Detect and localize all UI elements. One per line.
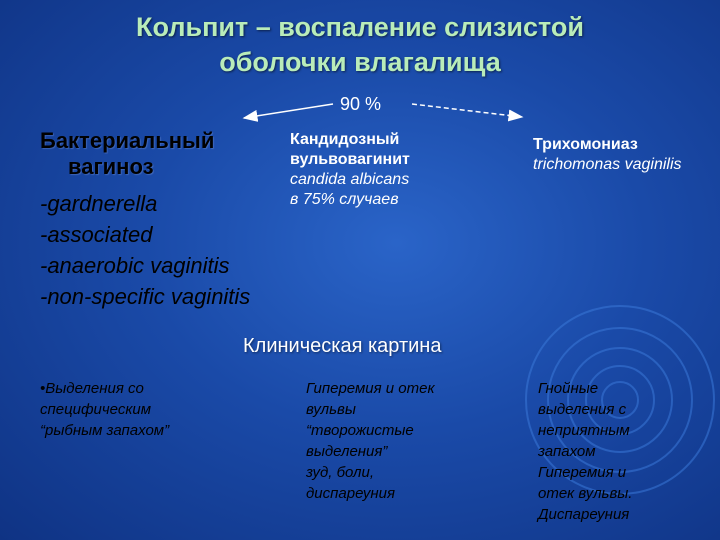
trichomonas-block <box>533 135 682 175</box>
list-item: -anaerobic vaginitis <box>40 253 230 278</box>
text-line: вульвы <box>306 401 356 418</box>
text-line: Диспареуния <box>538 506 630 523</box>
text-line: неприятным <box>538 422 630 439</box>
trichomonas-title: Трихомониаз <box>533 136 638 153</box>
text-line: выделения” <box>306 443 388 460</box>
text-line: специфическим <box>40 401 152 418</box>
text-line: “творожистые <box>306 422 414 439</box>
candida-latin: candida albicans <box>290 171 410 188</box>
text-line: зуд, боли, <box>306 464 375 481</box>
list-item: -gardnerella <box>40 191 158 216</box>
candida-title-line-1: Кандидозный <box>290 131 400 148</box>
slide-title-line-2: оболочки влагалища <box>219 47 501 77</box>
candida-block <box>290 130 410 210</box>
bacterial-title-line-2: вагиноз <box>68 154 154 179</box>
text-line: “рыбным запахом” <box>40 422 170 439</box>
text-line: запахом <box>538 443 596 460</box>
bacterial-vaginosis-title <box>40 128 214 180</box>
text-line: отек вульвы. <box>538 485 633 502</box>
slide-title-line-1: Кольпит – воспаление слизистой <box>136 12 584 42</box>
trichomonas-latin: trichomonas vaginilis <box>533 156 682 173</box>
percent-label: 90 % <box>340 94 382 114</box>
text-line: Гнойные <box>538 380 599 397</box>
text-line: выделения с <box>538 401 627 418</box>
clinical-bacterial-text <box>40 378 169 441</box>
text-line: диспареуния <box>306 485 396 502</box>
text-line: •Выделения со <box>40 380 144 397</box>
clinical-candida-text <box>306 378 435 504</box>
text-line: Гиперемия и отек <box>306 380 435 397</box>
branch-arrows <box>0 0 720 140</box>
clinical-trichomonas-text <box>538 378 632 525</box>
list-item: -non-specific vaginitis <box>40 284 251 309</box>
candida-title-line-2: вульвовагинит <box>290 151 410 168</box>
bacterial-title-line-1: Бактериальный <box>40 128 215 153</box>
clinical-picture-heading: Клиническая картина <box>243 335 442 357</box>
list-item: -associated <box>40 222 153 247</box>
bacterial-vaginosis-list <box>40 188 250 312</box>
candida-note: в 75% случаев <box>290 191 399 208</box>
text-line: Гиперемия и <box>538 464 627 481</box>
